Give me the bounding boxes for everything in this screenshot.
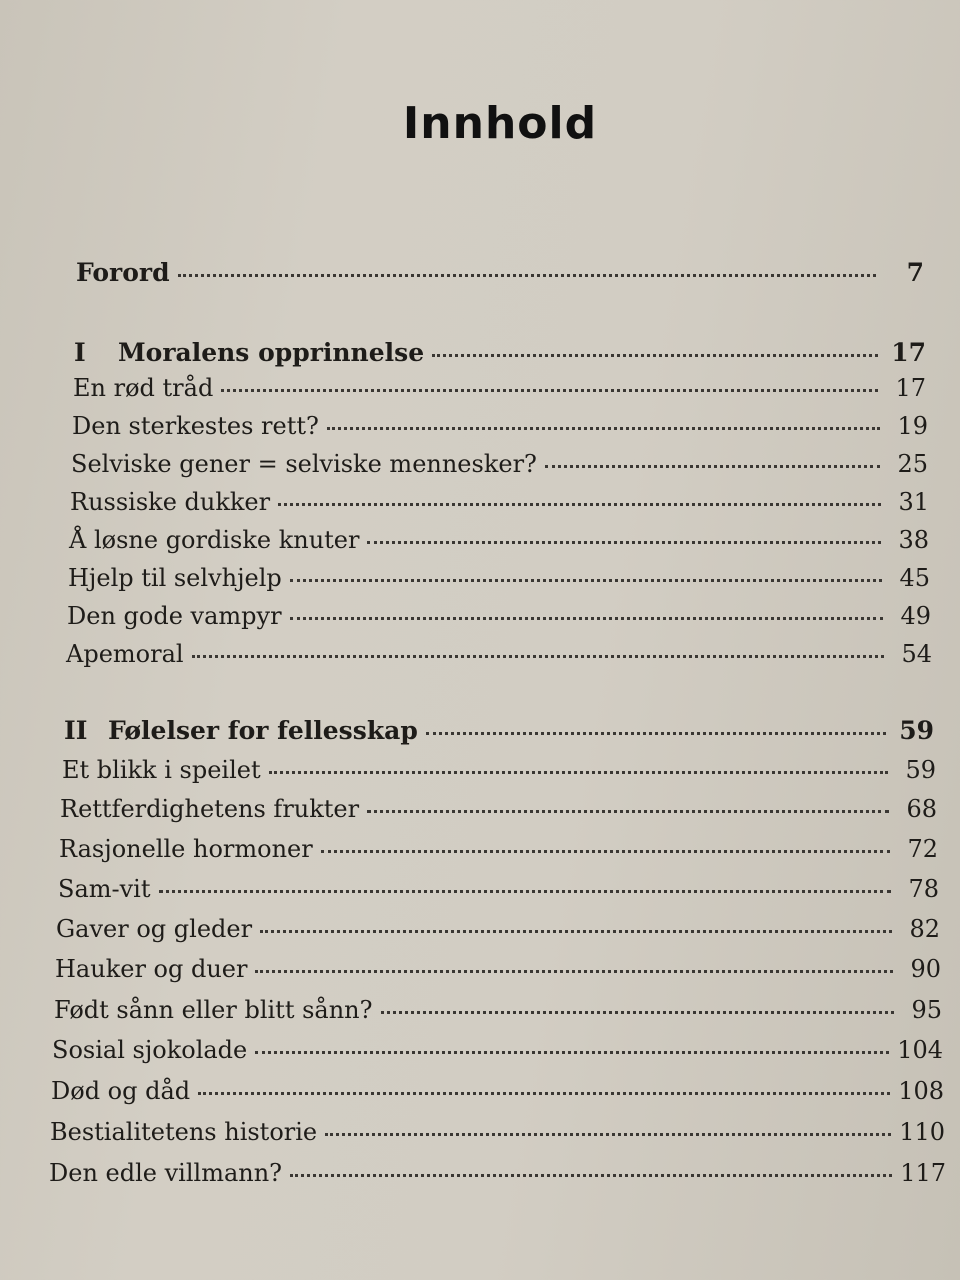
toc-entry-page: 45 [899,564,930,592]
toc-entry [52,1036,943,1064]
toc-entry-label: Bestialitetens historie [50,1118,318,1146]
toc-entry [60,795,937,823]
toc-entry [51,1077,944,1105]
dot-leader [381,1011,895,1014]
toc-entry-page: 17 [895,374,926,402]
toc-entry-label: Apemoral [66,640,184,668]
toc-entry-page: 49 [900,602,931,630]
toc-entry [69,526,929,554]
toc-entry [55,955,941,983]
dot-leader [432,354,878,357]
toc-entry [67,602,931,630]
toc-entry-page: 78 [908,875,939,903]
toc-entry [72,412,928,440]
toc-entry [73,374,926,402]
dot-leader [255,970,893,973]
toc-part-heading [64,716,934,745]
toc-part-heading [74,338,926,367]
toc-entry [58,875,939,903]
toc-entry-label: Russiske dukker [70,488,271,516]
dot-leader [198,1092,890,1095]
toc-entry-page: 19 [897,412,928,440]
dot-leader [367,810,889,813]
dot-leader [426,732,886,735]
dot-leader [325,1133,891,1136]
dot-leader [278,503,881,506]
dot-leader [290,1174,892,1177]
toc-entry-label: Hauker og duer [55,955,248,983]
toc-entry [50,1118,945,1146]
toc-entry [56,915,940,943]
toc-entry-page: 117 [900,1159,946,1187]
toc-entry-label: Forord [76,258,170,287]
toc-entry-preface [76,258,924,287]
toc-entry-page: 95 [911,996,942,1024]
part-number: II [64,716,88,745]
toc-entry [54,996,942,1024]
toc-entry-page: 110 [899,1118,945,1146]
page-title: Innhold [402,98,598,149]
toc-entry-page: 25 [897,450,928,478]
dot-leader [327,427,880,430]
toc-entry [68,564,930,592]
toc-entry-page: 108 [898,1077,944,1105]
toc-entry [49,1159,946,1187]
toc-entry-page: 59 [899,716,934,745]
part-title: Moralens opprinnelse [118,338,425,367]
toc-entry-label: Hjelp til selvhjelp [68,564,282,592]
toc-entry-page: 38 [898,526,929,554]
toc-entry-label: Gaver og gleder [56,915,253,943]
dot-leader [290,617,883,620]
toc-entry-label: Den gode vampyr [67,602,282,630]
toc-entry-page: 7 [906,258,924,287]
toc-entry [62,756,936,784]
toc-entry-label: Sam-vit [58,875,151,903]
toc-entry-label: Den edle villmann? [49,1159,283,1187]
dot-leader [321,850,890,853]
toc-entry-label: Et blikk i speilet [62,756,261,784]
toc-entry-page: 72 [907,835,938,863]
dot-leader [367,541,881,544]
part-title: Følelser for fellesskap [108,716,418,745]
toc-entry-label: Å løsne gordiske knuter [69,526,360,554]
dot-leader [159,890,892,893]
part-number: I [74,338,86,367]
toc-entry [70,488,929,516]
toc-entry [59,835,938,863]
toc-entry-page: 17 [891,338,926,367]
toc-entry-page: 90 [910,955,941,983]
toc-entry-page: 82 [909,915,940,943]
dot-leader [545,465,880,468]
dot-leader [290,579,882,582]
toc-entry-page: 104 [897,1036,943,1064]
toc-entry-label: Sosial sjokolade [52,1036,248,1064]
toc-entry-label: Selviske gener = selviske mennesker? [71,450,537,478]
toc-entry [66,640,932,668]
toc-entry-page: 59 [905,756,936,784]
toc-entry-label: Rettferdighetens frukter [60,795,360,823]
dot-leader [269,771,888,774]
toc-entry-label: En rød tråd [73,374,214,402]
dot-leader [192,655,884,658]
toc-entry-page: 31 [898,488,929,516]
toc-entry-label: Rasjonelle hormoner [59,835,313,863]
toc-entry-page: 68 [906,795,937,823]
dot-leader [255,1051,889,1054]
toc-entry-label: Død og dåd [51,1077,191,1105]
toc-entry-page: 54 [901,640,932,668]
toc-entry [71,450,928,478]
toc-entry-label: Født sånn eller blitt sånn? [54,996,373,1024]
dot-leader [221,389,878,392]
dot-leader [178,274,876,277]
dot-leader [260,930,892,933]
toc-entry-label: Den sterkestes rett? [72,412,319,440]
